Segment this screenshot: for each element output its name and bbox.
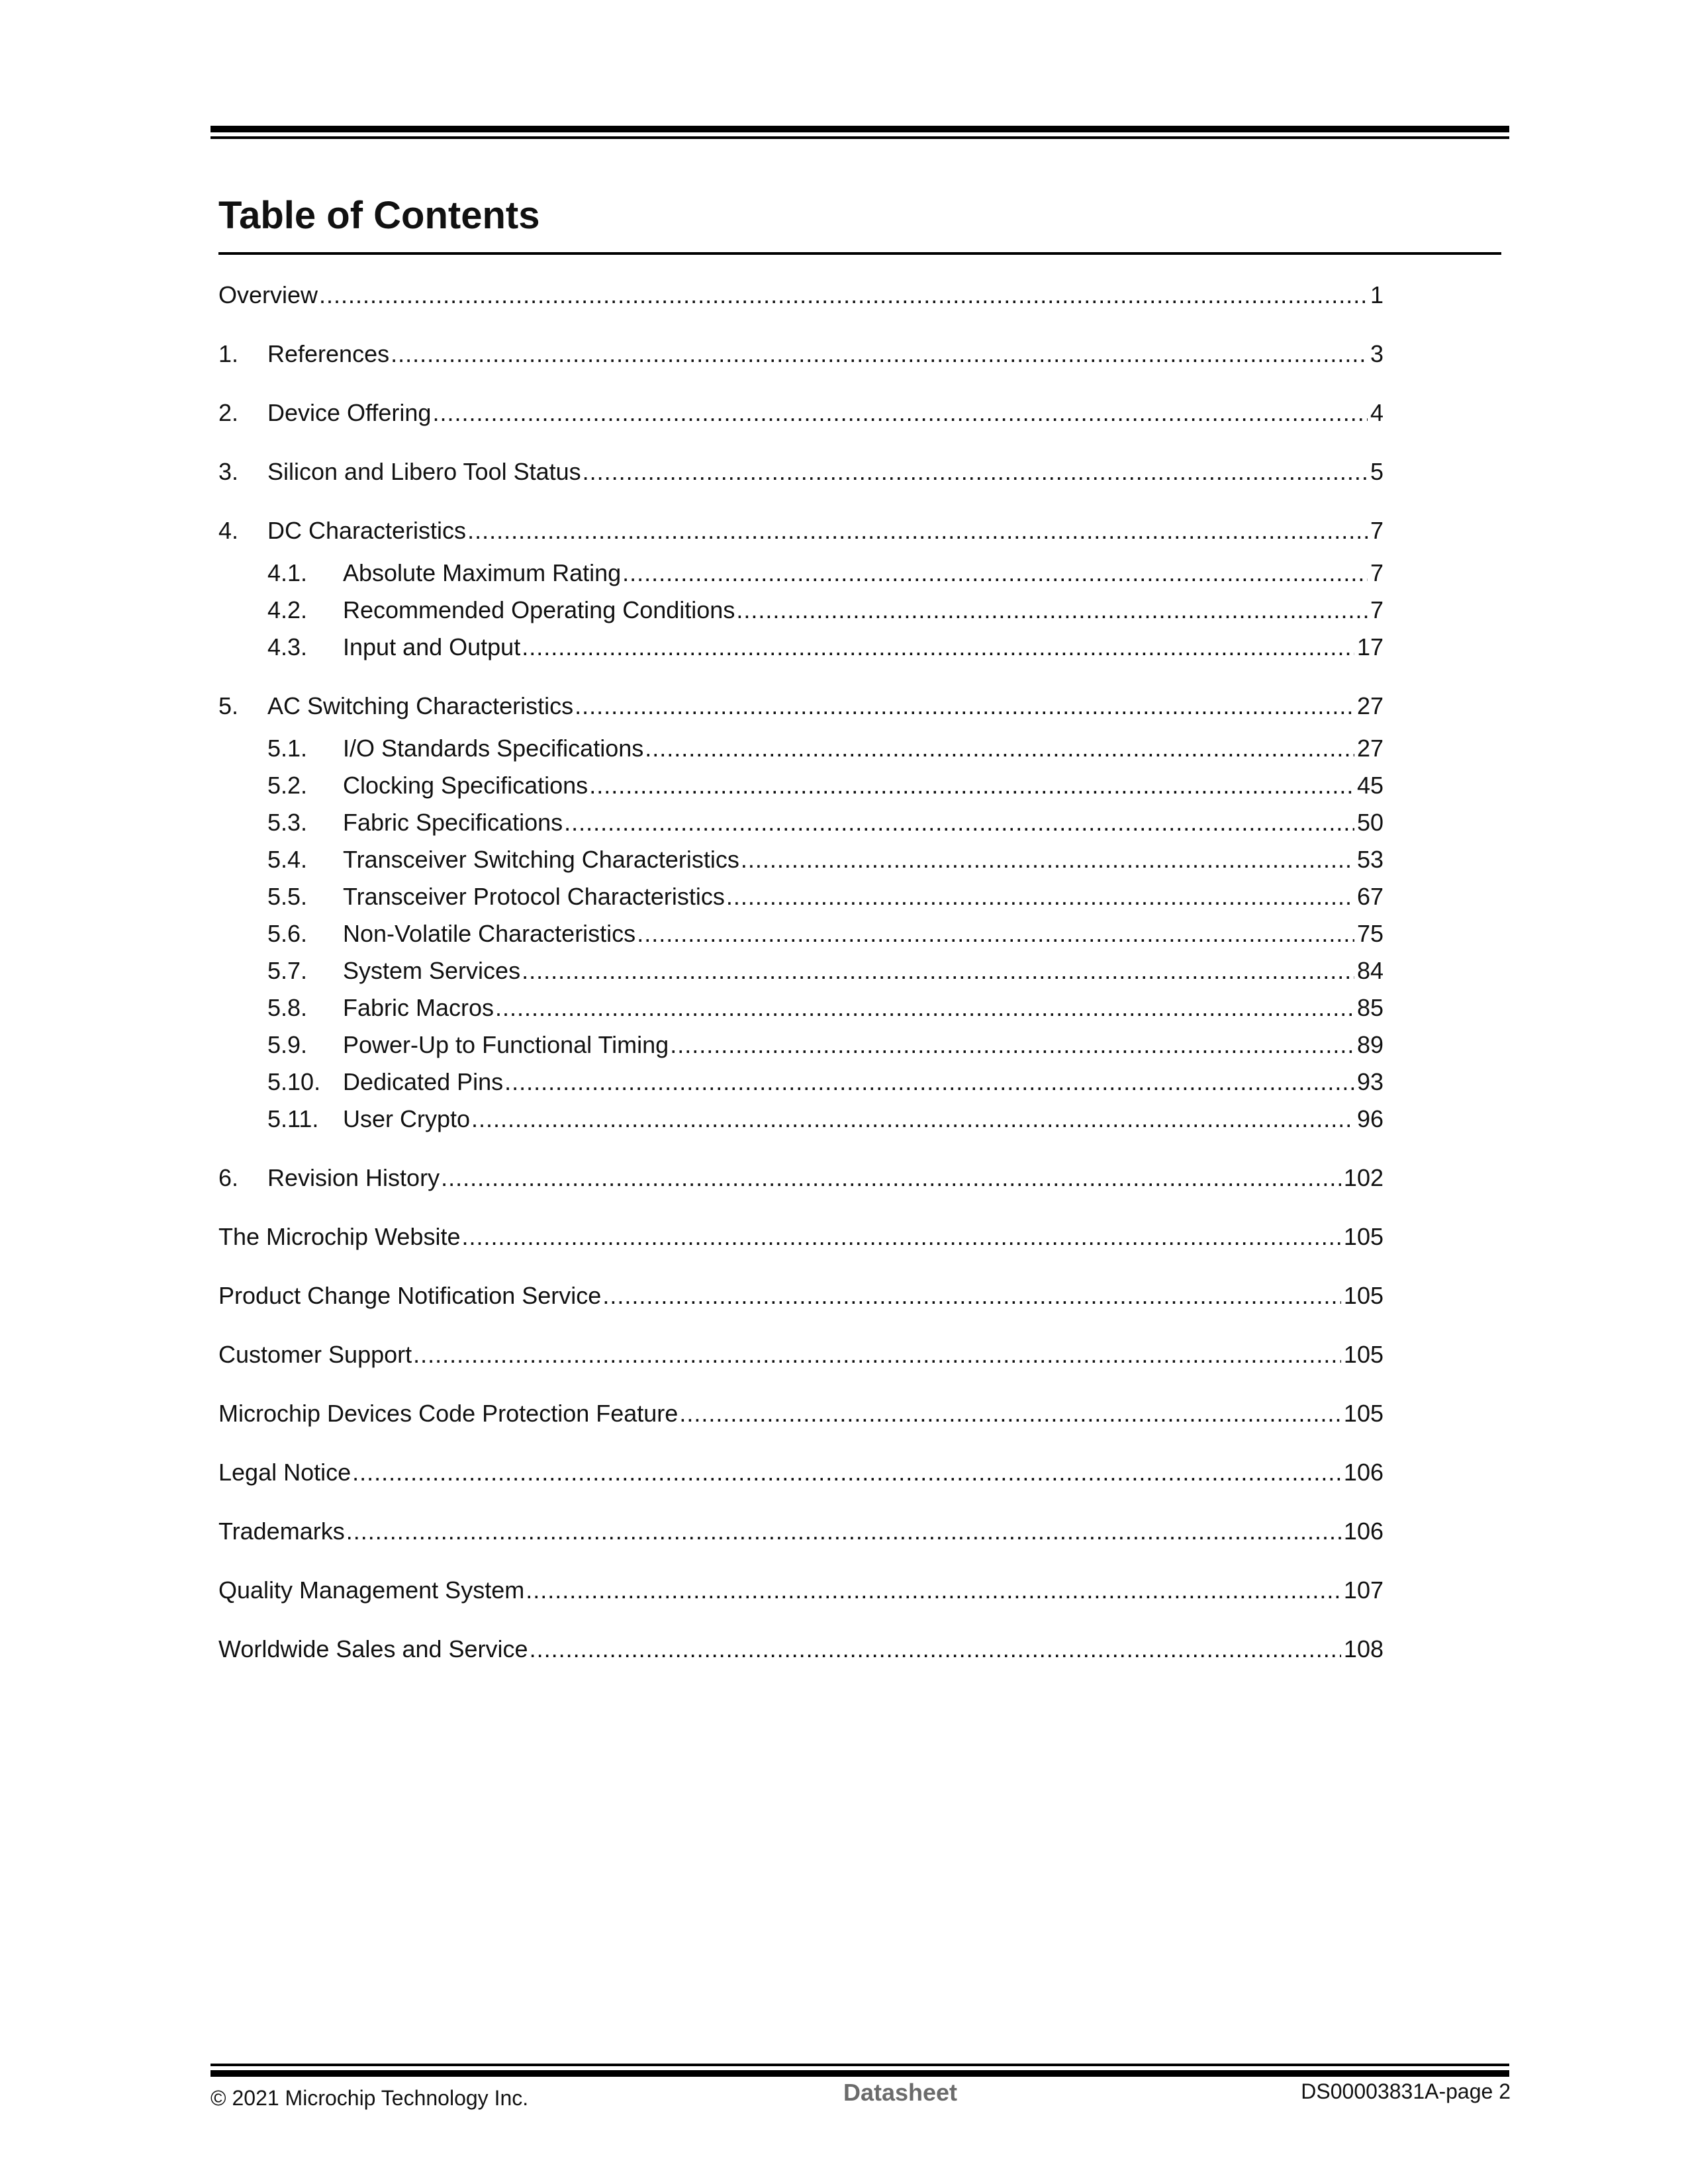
toc-dot-leader — [670, 1030, 1354, 1060]
toc-entry-number: 1. — [218, 340, 239, 367]
toc-entry[interactable] — [267, 882, 1383, 912]
toc-dot-leader — [413, 1340, 1341, 1370]
toc-entry[interactable] — [218, 1163, 1383, 1193]
toc-dot-leader — [530, 1634, 1341, 1664]
toc-entry-number: 5.7. — [267, 957, 308, 984]
toc-entry-number: 5.3. — [267, 809, 308, 836]
toc-entry[interactable] — [218, 280, 1383, 310]
toc-dot-leader — [736, 595, 1368, 625]
toc-entry[interactable] — [218, 398, 1383, 428]
toc-entry-page: 105 — [1343, 1341, 1383, 1368]
toc-entry-label: Dedicated Pins — [343, 1068, 504, 1095]
toc-entry-label: Microchip Devices Code Protection Feature — [218, 1400, 679, 1427]
toc-entry[interactable] — [267, 558, 1383, 588]
toc-dot-leader — [522, 632, 1354, 662]
toc-entry[interactable] — [267, 770, 1383, 801]
toc-entry-label: Fabric Macros — [343, 994, 494, 1021]
footer-rule-thin — [211, 2064, 1509, 2066]
toc-entry-page: 105 — [1343, 1282, 1383, 1309]
toc-dot-leader — [645, 733, 1354, 764]
toc-entry-page: 5 — [1370, 458, 1383, 485]
footer-doc-type: Datasheet — [843, 2079, 958, 2106]
toc-entry[interactable] — [218, 1340, 1383, 1370]
page-title: Table of Contents — [218, 194, 540, 237]
toc-entry[interactable] — [267, 919, 1383, 949]
toc-dot-leader — [637, 919, 1354, 949]
toc-entry-number: 5.5. — [267, 883, 308, 910]
toc-entry-page: 105 — [1343, 1223, 1383, 1250]
toc-entry-number: 5.8. — [267, 994, 308, 1021]
toc-entry[interactable] — [267, 632, 1383, 662]
toc-entry-label: Overview — [218, 281, 318, 308]
toc-dot-leader — [679, 1398, 1341, 1429]
toc-entry[interactable] — [218, 1457, 1383, 1488]
toc-entry-page: 96 — [1356, 1105, 1383, 1132]
toc-entry-label: I/O Standards Specifications — [343, 735, 644, 762]
toc-entry[interactable] — [218, 1516, 1383, 1547]
toc-entry-page: 105 — [1343, 1400, 1383, 1427]
toc-entry-label: Device Offering — [267, 399, 432, 426]
toc-dot-leader — [575, 691, 1354, 721]
toc-entry[interactable] — [218, 1634, 1383, 1664]
toc-entry[interactable] — [218, 1398, 1383, 1429]
toc-entry-label: Quality Management System — [218, 1576, 525, 1604]
toc-entry-page: 7 — [1370, 596, 1383, 623]
toc-entry-label: Legal Notice — [218, 1459, 352, 1486]
toc-entry[interactable] — [218, 457, 1383, 487]
toc-entry[interactable] — [267, 956, 1383, 986]
toc-entry-page: 89 — [1356, 1031, 1383, 1058]
toc-entry-page: 84 — [1356, 957, 1383, 984]
toc-entry-page: 93 — [1356, 1068, 1383, 1095]
toc-entry-page: 45 — [1356, 772, 1383, 799]
toc-entry[interactable] — [218, 1281, 1383, 1311]
table-of-contents — [218, 0, 1383, 2184]
toc-entry-number: 4.2. — [267, 596, 308, 623]
toc-entry-page: 3 — [1370, 340, 1383, 367]
toc-dot-leader — [622, 558, 1368, 588]
toc-entry-page: 106 — [1343, 1459, 1383, 1486]
toc-entry-page: 7 — [1370, 517, 1383, 544]
toc-entry-number: 5. — [218, 692, 239, 719]
toc-entry[interactable] — [218, 1575, 1383, 1606]
toc-entry[interactable] — [218, 516, 1383, 546]
toc-dot-leader — [564, 807, 1354, 838]
toc-entry-page: 1 — [1370, 281, 1383, 308]
toc-entry-page: 50 — [1356, 809, 1383, 836]
toc-entry-page: 75 — [1356, 920, 1383, 947]
toc-dot-leader — [741, 844, 1354, 875]
toc-entry[interactable] — [267, 993, 1383, 1023]
toc-entry-number: 4.1. — [267, 559, 308, 586]
toc-dot-leader — [602, 1281, 1341, 1311]
toc-dot-leader — [461, 1222, 1340, 1252]
toc-entry-number: 5.6. — [267, 920, 308, 947]
toc-entry-number: 6. — [218, 1164, 239, 1191]
toc-entry-page: 107 — [1343, 1576, 1383, 1604]
toc-entry-label: DC Characteristics — [267, 517, 467, 544]
toc-entry-number: 5.9. — [267, 1031, 308, 1058]
toc-entry-label: Silicon and Libero Tool Status — [267, 458, 581, 485]
toc-entry-page: 108 — [1343, 1635, 1383, 1662]
toc-dot-leader — [526, 1575, 1341, 1606]
toc-dot-leader — [352, 1457, 1341, 1488]
toc-dot-leader — [589, 770, 1354, 801]
toc-entry-page: 4 — [1370, 399, 1383, 426]
toc-entry-number: 4. — [218, 517, 239, 544]
toc-entry-page: 17 — [1356, 633, 1383, 660]
toc-entry-number: 5.2. — [267, 772, 308, 799]
toc-dot-leader — [319, 280, 1368, 310]
toc-entry-label: Revision History — [267, 1164, 440, 1191]
toc-entry-label: Recommended Operating Conditions — [343, 596, 735, 623]
toc-entry-number: 5.4. — [267, 846, 308, 873]
highlight-mark-decoration — [808, 1084, 871, 1091]
toc-entry[interactable] — [267, 1067, 1383, 1097]
toc-entry[interactable] — [218, 1222, 1383, 1252]
toc-entry-number: 4.3. — [267, 633, 308, 660]
toc-entry-label: Non-Volatile Characteristics — [343, 920, 636, 947]
toc-entry-label: Trademarks — [218, 1518, 345, 1545]
toc-entry[interactable] — [218, 691, 1383, 721]
toc-entry-label: Transceiver Protocol Characteristics — [343, 883, 725, 910]
toc-entry-number: 5.10. — [267, 1068, 321, 1095]
toc-entry-label: Worldwide Sales and Service — [218, 1635, 528, 1662]
toc-entry-number: 2. — [218, 399, 239, 426]
toc-entry-label: Input and Output — [343, 633, 521, 660]
toc-entry-page: 7 — [1370, 559, 1383, 586]
toc-entry-label: References — [267, 340, 390, 367]
toc-entry[interactable] — [267, 1104, 1383, 1134]
toc-dot-leader — [441, 1163, 1341, 1193]
toc-entry-label: System Services — [343, 957, 521, 984]
toc-dot-leader — [346, 1516, 1341, 1547]
toc-entry-page: 106 — [1343, 1518, 1383, 1545]
toc-entry-label: Fabric Specifications — [343, 809, 563, 836]
toc-entry-label: Clocking Specifications — [343, 772, 588, 799]
toc-entry[interactable] — [267, 733, 1383, 764]
toc-dot-leader — [471, 1104, 1354, 1134]
toc-entry-page: 27 — [1356, 735, 1383, 762]
footer-copyright: © 2021 Microchip Technology Inc. — [211, 2086, 529, 2110]
toc-entry[interactable] — [218, 339, 1383, 369]
toc-entry-page: 53 — [1356, 846, 1383, 873]
toc-dot-leader — [432, 398, 1368, 428]
footer-rule-thick — [211, 2070, 1509, 2077]
toc-entry-page: 27 — [1356, 692, 1383, 719]
toc-entry-page: 67 — [1356, 883, 1383, 910]
toc-entry-label: Power-Up to Functional Timing — [343, 1031, 669, 1058]
toc-dot-leader — [467, 516, 1368, 546]
toc-entry-page: 102 — [1343, 1164, 1383, 1191]
toc-entry[interactable] — [267, 595, 1383, 625]
toc-entry-label: Product Change Notification Service — [218, 1282, 602, 1309]
toc-entry[interactable] — [267, 807, 1383, 838]
toc-entry-label: The Microchip Website — [218, 1223, 461, 1250]
toc-entry-number: 3. — [218, 458, 239, 485]
toc-entry-label: User Crypto — [343, 1105, 471, 1132]
toc-entry-number: 5.11. — [267, 1105, 319, 1132]
toc-entry-label: Absolute Maximum Rating — [343, 559, 622, 586]
toc-dot-leader — [495, 993, 1354, 1023]
toc-entry-label: Customer Support — [218, 1341, 412, 1368]
toc-dot-leader — [504, 1067, 1354, 1097]
toc-dot-leader — [583, 457, 1368, 487]
toc-dot-leader — [391, 339, 1368, 369]
toc-entry[interactable] — [267, 844, 1383, 875]
toc-dot-leader — [726, 882, 1354, 912]
toc-entry[interactable] — [267, 1030, 1383, 1060]
footer-doc-id: DS00003831A-page 2 — [1301, 2079, 1511, 2103]
toc-entry-number: 5.1. — [267, 735, 308, 762]
toc-entry-label: AC Switching Characteristics — [267, 692, 574, 719]
toc-entry-label: Transceiver Switching Characteristics — [343, 846, 739, 873]
toc-entry-page: 85 — [1356, 994, 1383, 1021]
toc-dot-leader — [522, 956, 1354, 986]
